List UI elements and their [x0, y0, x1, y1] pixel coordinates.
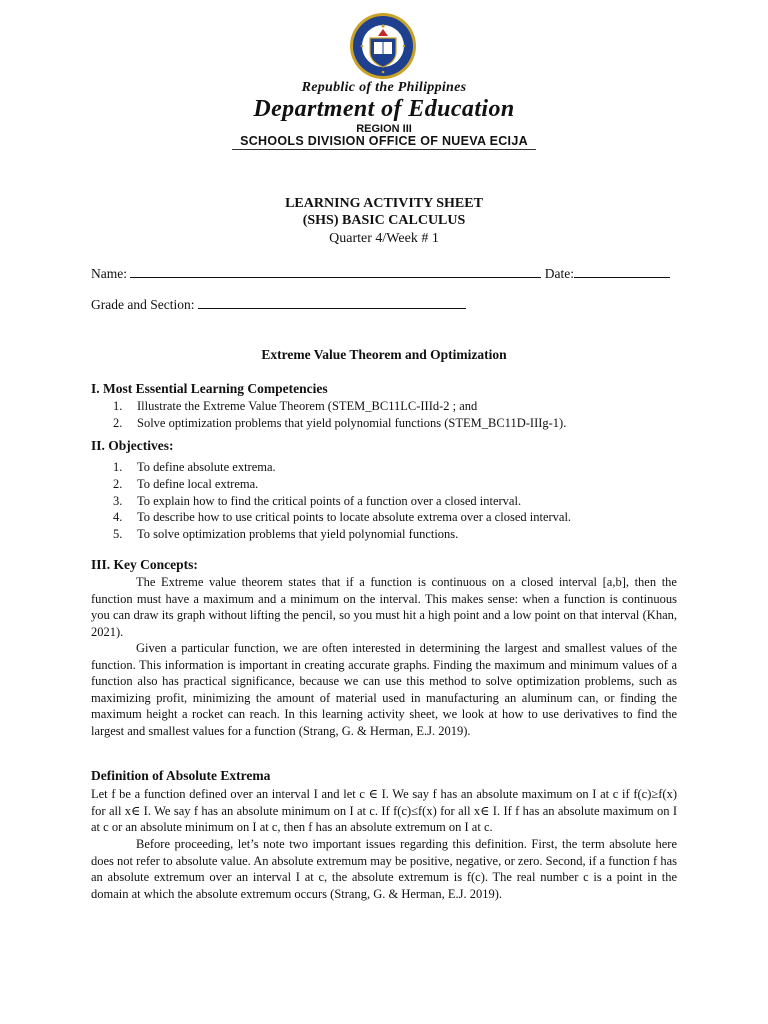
key-concepts-heading: III. Key Concepts: — [91, 557, 198, 572]
key-concepts-paragraph-2: Given a particular function, we are often interested in determining the largest and smallest values of the function. This information is important in creating accurate graphs. Finding the maximum and minimum values of a function also has practical significance, because we can use this method to solve optimization problems, such as maximizing profit, minimizing the amount of material used in manufacturing an aluminum can, or finding the maximum height a rocket can reach. In this learning activity sheet, we look at how to use derivatives to find the largest and smallest values for a function (Strang, G. & Herman, E.J. 2019). — [91, 641, 677, 738]
grade-section-field[interactable] — [198, 297, 466, 309]
date-field[interactable] — [574, 266, 670, 278]
list-item: 4. To describe how to use critical points to locate absolute extrema over a closed interval. — [113, 510, 572, 525]
competencies-heading: I. Most Essential Learning Competencies — [91, 381, 328, 396]
objectives-heading: II. Objectives: — [91, 438, 174, 453]
division-label: SCHOOLS DIVISION OFFICE OF NUEVA ECIJA — [240, 134, 528, 148]
sheet-title: LEARNING ACTIVITY SHEET — [285, 196, 483, 211]
header-divider — [232, 149, 536, 150]
definition-heading: Definition of Absolute Extrema — [91, 768, 271, 783]
grade-section-row — [91, 297, 466, 313]
name-label: Name: — [91, 266, 127, 281]
subject-title: (SHS) BASIC CALCULUS — [302, 213, 466, 228]
name-date-row — [91, 266, 670, 282]
region-label: REGION III — [356, 123, 412, 135]
name-field[interactable] — [130, 266, 541, 278]
definition-paragraph-2: Before proceeding, let’s note two important issues regarding this definition. First, the term absolute here does not refer to absolute value. An absolute extremum may be positive, negative, or zero. Second, if a function f has an absolute extremum over an interval I at c, the absolute extremum is f(c). The real number c is a point in the domain at which the absolute extremum occurs (Strang, G. & Herman, E.J. 2019). — [91, 837, 677, 901]
key-concepts-paragraph-1: The Extreme value theorem states that if a function is continuous on a closed interval [a,b], then the function must have a maximum and a minimum on the interval. This makes sense: when a function is continuous you can draw its graph without lifting the pencil, so you must hit a high point and a low point on that interval (Khan, 2021). — [91, 575, 677, 639]
list-item: 1. To define absolute extrema. — [113, 460, 276, 474]
deped-seal-icon — [349, 12, 417, 80]
date-label: Date: — [544, 266, 574, 281]
objectives-list — [113, 459, 571, 543]
list-item: 2. Solve optimization problems that yield polynomial functions (STEM_BC11D-IIIg-1). — [113, 415, 567, 430]
definition-paragraph-1: Let f be a function defined over an interval I and let c ∈ I. We say f has an absolute maximum on I at c if f(c)≥f(x) for all x∈ I. We say f has an absolute minimum on I at c. If f(c)≤f(x) for all x∈ I. If f has an absolute maximum on I at c or an absolute minimum on I at c, then f has an absolute extremum on I at c. — [91, 787, 677, 835]
list-item: 3. To explain how to find the critical points of a function over a closed interval. — [113, 493, 522, 508]
section-title: Extreme Value Theorem and Optimization — [261, 347, 507, 362]
republic-label: Republic of the Philippines — [301, 80, 467, 95]
list-item: 1. Illustrate the Extreme Value Theorem (STEM_BC11LC-IIId-2 ; and — [113, 399, 478, 413]
grade-section-label: Grade and Section: — [91, 297, 195, 312]
quarter-week: Quarter 4/Week # 1 — [329, 231, 439, 246]
list-item: 2. To define local extrema. — [113, 476, 259, 491]
department-name: Department of Education — [253, 96, 515, 122]
competencies-list — [113, 398, 566, 432]
list-item: 5. To solve optimization problems that yield polynomial functions. — [113, 527, 459, 542]
